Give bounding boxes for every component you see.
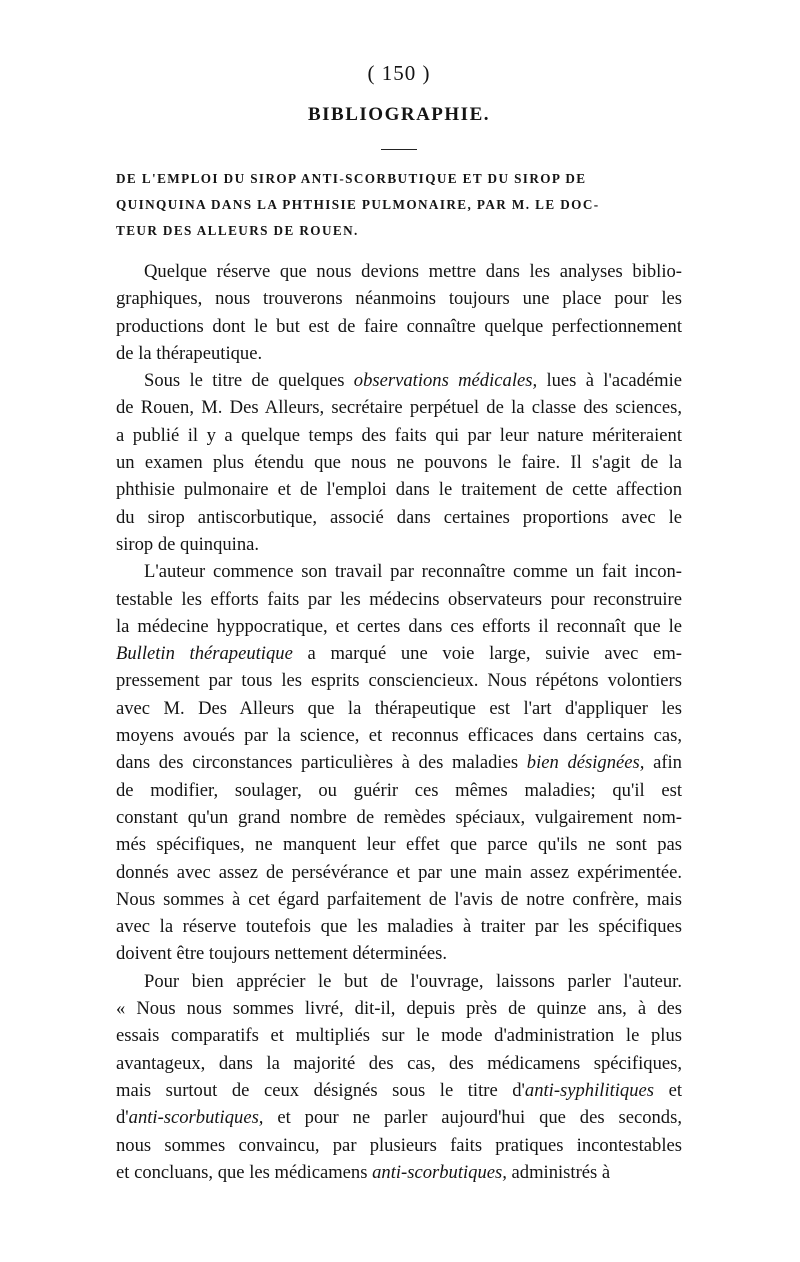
paragraph <box>116 367 682 558</box>
paragraph-line: essais comparatifs et multipliés sur le mode d'administration le plus <box>116 1025 682 1047</box>
paragraph-line: d'anti-scorbutiques, et pour ne parler aujourd'hui que des seconds, <box>116 1107 682 1129</box>
paragraph-line: Quelque réserve que nous devions mettre dans les analyses biblio- <box>144 261 682 282</box>
article-heading <box>116 166 682 244</box>
paragraph-line: graphiques, nous trouverons néanmoins toujours une place pour les <box>116 288 682 310</box>
paragraph-line: phthisie pulmonaire et de l'emploi dans le traitement de cette affection <box>116 479 682 501</box>
paragraph-line: du sirop antiscorbutique, associé dans certaines proportions avec le <box>116 506 682 528</box>
paragraph-line: productions dont le but est de faire connaître quelque perfectionnement <box>116 315 682 337</box>
paragraph-line: doivent être toujours nettement déterminées. <box>116 943 447 965</box>
paragraph-line: Bulletin thérapeutique a marqué une voie large, suivie avec em- <box>116 643 682 665</box>
book-page <box>116 58 682 1186</box>
paragraph-line: testable les efforts faits par les médecins observateurs pour reconstruire <box>116 588 682 610</box>
paragraph-line: moyens avoués par la science, et reconnus efficaces dans certains cas, <box>116 725 682 747</box>
section-title: BIBLIOGRAPHIE. <box>307 104 490 125</box>
paragraph-line: avec la réserve toutefois que les maladies à traiter par les spécifiques <box>116 916 682 938</box>
paragraph-line: « Nous nous sommes livré, dit-il, depuis près de quinze ans, à des <box>116 998 682 1020</box>
paragraph-line: de Rouen, M. Des Alleurs, secrétaire perpétuel de la classe des sciences, <box>116 397 682 419</box>
paragraph-line: Pour bien apprécier le but de l'ouvrage, laissons parler l'auteur. <box>144 970 682 992</box>
paragraph-line: la médecine hyppocratique, et certes dans ces efforts il reconnaît que le <box>116 615 682 637</box>
paragraph-line: de modifier, soulager, ou guérir ces mêmes maladies; qu'il est <box>116 779 682 801</box>
paragraph-line: de la thérapeutique. <box>116 342 263 364</box>
paragraph-line: pressement par tous les esprits consciencieux. Nous répétons volontiers <box>116 670 682 692</box>
paragraph <box>116 558 682 967</box>
paragraph <box>116 258 682 367</box>
page-number: ( 150 ) <box>367 61 431 85</box>
paragraph-line: donnés avec assez de persévérance et par une main assez expérimentée. <box>116 861 682 883</box>
article-heading-line: DE L'EMPLOI DU SIROP ANTI-SCORBUTIQUE ET DU SIROP DE <box>116 171 587 186</box>
paragraph-line: constant qu'un grand nombre de remèdes spéciaux, vulgairement nom- <box>116 806 682 828</box>
title-divider <box>381 149 417 150</box>
paragraph-line: L'auteur commence son travail par reconnaître comme un fait incon- <box>144 561 682 583</box>
paragraph <box>116 968 682 1186</box>
paragraph-line: Sous le titre de quelques observations médicales, lues à l'académie <box>144 370 683 392</box>
paragraph-line: a publié il y a quelque temps des faits qui par leur nature mériteraient <box>116 424 682 446</box>
paragraph-line: mais surtout de ceux désignés sous le titre d'anti-syphilitiques et <box>116 1079 682 1101</box>
paragraph-line: et concluans, que les médicamens anti-scorbutiques, administrés à <box>116 1161 611 1183</box>
paragraph-line: nous sommes convaincu, par plusieurs faits pratiques incontestables <box>116 1134 682 1156</box>
paragraph-line: sirop de quinquina. <box>116 533 260 555</box>
article-body <box>116 258 682 1186</box>
paragraph-line: Nous sommes à cet égard parfaitement de l'avis de notre confrère, mais <box>116 888 682 910</box>
paragraph-line: avec M. Des Alleurs que la thérapeutique est l'art d'appliquer les <box>116 697 682 719</box>
paragraph-line: avantageux, dans la majorité des cas, des médicamens spécifiques, <box>116 1052 682 1074</box>
paragraph-line: dans des circonstances particulières à des maladies bien désignées, afin <box>116 752 682 774</box>
article-heading-line: QUINQUINA DANS LA PHTHISIE PULMONAIRE, PAR M. LE DOC- <box>116 197 600 212</box>
article-heading-line: TEUR DES ALLEURS DE ROUEN. <box>116 223 359 238</box>
paragraph-line: un examen plus étendu que nous ne pouvons le faire. Il s'agit de la <box>116 452 682 474</box>
paragraph-line: més spécifiques, ne manquent leur effet que parce qu'ils ne sont pas <box>116 834 682 856</box>
